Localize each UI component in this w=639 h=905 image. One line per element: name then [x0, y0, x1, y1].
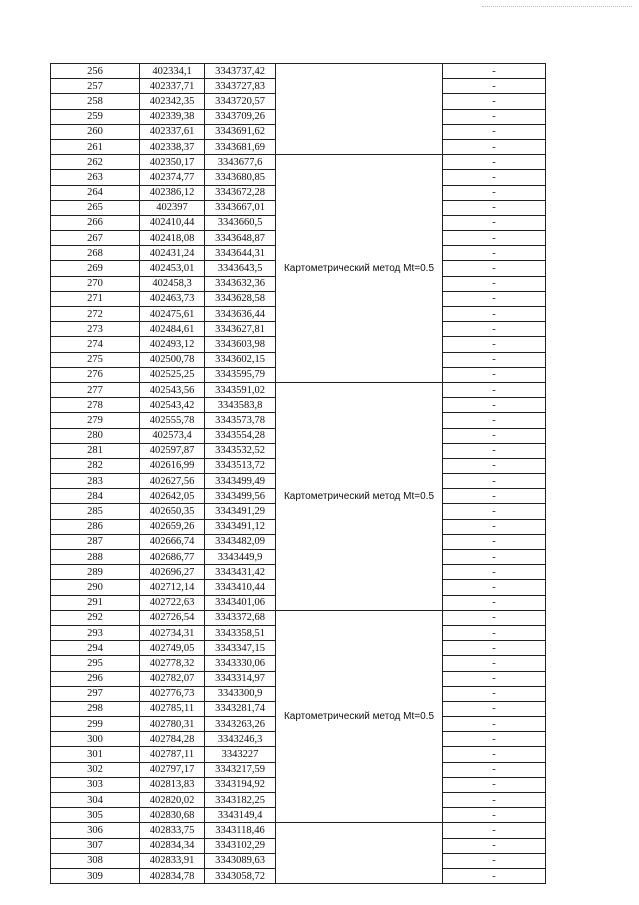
y-coordinate-cell: 3343372,68	[205, 610, 276, 625]
point-number-cell: 292	[51, 610, 140, 625]
note-cell: -	[443, 261, 546, 276]
note-cell: -	[443, 747, 546, 762]
point-number-cell: 261	[51, 139, 140, 154]
y-coordinate-cell: 3343691,62	[205, 124, 276, 139]
x-coordinate-cell: 402463,73	[140, 291, 205, 306]
note-cell: -	[443, 610, 546, 625]
y-coordinate-cell: 3343499,49	[205, 474, 276, 489]
note-cell: -	[443, 337, 546, 352]
note-cell: -	[443, 458, 546, 473]
x-coordinate-cell: 402820,02	[140, 793, 205, 808]
y-coordinate-cell: 3343709,26	[205, 109, 276, 124]
point-number-cell: 299	[51, 717, 140, 732]
x-coordinate-cell: 402543,42	[140, 398, 205, 413]
y-coordinate-cell: 3343058,72	[205, 868, 276, 883]
note-cell: -	[443, 231, 546, 246]
point-number-cell: 308	[51, 853, 140, 868]
point-number-cell: 260	[51, 124, 140, 139]
note-cell: -	[443, 215, 546, 230]
point-number-cell: 287	[51, 534, 140, 549]
note-cell: -	[443, 155, 546, 170]
point-number-cell: 277	[51, 382, 140, 397]
note-cell: -	[443, 382, 546, 397]
x-coordinate-cell: 402830,68	[140, 808, 205, 823]
note-cell: -	[443, 504, 546, 519]
point-number-cell: 296	[51, 671, 140, 686]
table-row	[51, 155, 546, 170]
y-coordinate-cell: 3343182,25	[205, 793, 276, 808]
y-coordinate-cell: 3343089,63	[205, 853, 276, 868]
y-coordinate-cell: 3343118,46	[205, 823, 276, 838]
note-cell: -	[443, 580, 546, 595]
x-coordinate-cell: 402573,4	[140, 428, 205, 443]
method-cell: Картометрический метод Mt=0.5	[276, 382, 443, 610]
y-coordinate-cell: 3343194,92	[205, 777, 276, 792]
y-coordinate-cell: 3343263,26	[205, 717, 276, 732]
note-cell: -	[443, 428, 546, 443]
y-coordinate-cell: 3343720,57	[205, 94, 276, 109]
note-cell: -	[443, 762, 546, 777]
note-cell: -	[443, 79, 546, 94]
method-cell: Картометрический метод Mt=0.5	[276, 155, 443, 383]
note-cell: -	[443, 793, 546, 808]
x-coordinate-cell: 402782,07	[140, 671, 205, 686]
point-number-cell: 282	[51, 458, 140, 473]
x-coordinate-cell: 402778,32	[140, 656, 205, 671]
table-row	[51, 610, 546, 625]
y-coordinate-cell: 3343667,01	[205, 200, 276, 215]
method-cell	[276, 64, 443, 155]
point-number-cell: 286	[51, 519, 140, 534]
y-coordinate-cell: 3343681,69	[205, 139, 276, 154]
y-coordinate-cell: 3343491,12	[205, 519, 276, 534]
point-number-cell: 274	[51, 337, 140, 352]
note-cell: -	[443, 124, 546, 139]
point-number-cell: 283	[51, 474, 140, 489]
x-coordinate-cell: 402453,01	[140, 261, 205, 276]
x-coordinate-cell: 402555,78	[140, 413, 205, 428]
method-cell: Картометрический метод Mt=0.5	[276, 610, 443, 823]
point-number-cell: 270	[51, 276, 140, 291]
note-cell: -	[443, 777, 546, 792]
y-coordinate-cell: 3343102,29	[205, 838, 276, 853]
note-cell: -	[443, 200, 546, 215]
note-cell: -	[443, 443, 546, 458]
point-number-cell: 302	[51, 762, 140, 777]
x-coordinate-cell: 402338,37	[140, 139, 205, 154]
point-number-cell: 281	[51, 443, 140, 458]
x-coordinate-cell: 402833,75	[140, 823, 205, 838]
x-coordinate-cell: 402659,26	[140, 519, 205, 534]
point-number-cell: 301	[51, 747, 140, 762]
point-number-cell: 295	[51, 656, 140, 671]
point-number-cell: 275	[51, 352, 140, 367]
point-number-cell: 305	[51, 808, 140, 823]
x-coordinate-cell: 402334,1	[140, 64, 205, 79]
x-coordinate-cell: 402686,77	[140, 550, 205, 565]
point-number-cell: 256	[51, 64, 140, 79]
y-coordinate-cell: 3343358,51	[205, 625, 276, 640]
y-coordinate-cell: 3343491,29	[205, 504, 276, 519]
y-coordinate-cell: 3343314,97	[205, 671, 276, 686]
note-cell: -	[443, 185, 546, 200]
x-coordinate-cell: 402834,34	[140, 838, 205, 853]
note-cell: -	[443, 276, 546, 291]
y-coordinate-cell: 3343591,02	[205, 382, 276, 397]
y-coordinate-cell: 3343554,28	[205, 428, 276, 443]
point-number-cell: 268	[51, 246, 140, 261]
note-cell: -	[443, 823, 546, 838]
point-number-cell: 285	[51, 504, 140, 519]
x-coordinate-cell: 402431,24	[140, 246, 205, 261]
y-coordinate-cell: 3343583,8	[205, 398, 276, 413]
point-number-cell: 264	[51, 185, 140, 200]
method-cell	[276, 823, 443, 884]
x-coordinate-cell: 402397	[140, 200, 205, 215]
note-cell: -	[443, 717, 546, 732]
x-coordinate-cell: 402475,61	[140, 307, 205, 322]
table-row	[51, 823, 546, 838]
x-coordinate-cell: 402410,44	[140, 215, 205, 230]
x-coordinate-cell: 402776,73	[140, 686, 205, 701]
coordinates-table	[50, 63, 546, 884]
point-number-cell: 279	[51, 413, 140, 428]
y-coordinate-cell: 3343602,15	[205, 352, 276, 367]
point-number-cell: 272	[51, 307, 140, 322]
y-coordinate-cell: 3343281,74	[205, 701, 276, 716]
point-number-cell: 290	[51, 580, 140, 595]
y-coordinate-cell: 3343300,9	[205, 686, 276, 701]
note-cell: -	[443, 868, 546, 883]
y-coordinate-cell: 3343595,79	[205, 367, 276, 382]
note-cell: -	[443, 170, 546, 185]
table-row	[51, 382, 546, 397]
x-coordinate-cell: 402616,99	[140, 458, 205, 473]
note-cell: -	[443, 519, 546, 534]
point-number-cell: 267	[51, 231, 140, 246]
y-coordinate-cell: 3343603,98	[205, 337, 276, 352]
note-cell: -	[443, 732, 546, 747]
point-number-cell: 266	[51, 215, 140, 230]
point-number-cell: 258	[51, 94, 140, 109]
y-coordinate-cell: 3343660,5	[205, 215, 276, 230]
y-coordinate-cell: 3343347,15	[205, 641, 276, 656]
point-number-cell: 303	[51, 777, 140, 792]
point-number-cell: 273	[51, 322, 140, 337]
x-coordinate-cell: 402350,17	[140, 155, 205, 170]
x-coordinate-cell: 402493,12	[140, 337, 205, 352]
point-number-cell: 271	[51, 291, 140, 306]
note-cell: -	[443, 625, 546, 640]
x-coordinate-cell: 402787,11	[140, 747, 205, 762]
x-coordinate-cell: 402339,38	[140, 109, 205, 124]
y-coordinate-cell: 3343217,59	[205, 762, 276, 777]
y-coordinate-cell: 3343573,78	[205, 413, 276, 428]
note-cell: -	[443, 656, 546, 671]
x-coordinate-cell: 402386,12	[140, 185, 205, 200]
point-number-cell: 294	[51, 641, 140, 656]
point-number-cell: 263	[51, 170, 140, 185]
x-coordinate-cell: 402722,63	[140, 595, 205, 610]
x-coordinate-cell: 402785,11	[140, 701, 205, 716]
note-cell: -	[443, 808, 546, 823]
note-cell: -	[443, 398, 546, 413]
y-coordinate-cell: 3343499,56	[205, 489, 276, 504]
note-cell: -	[443, 701, 546, 716]
x-coordinate-cell: 402337,61	[140, 124, 205, 139]
x-coordinate-cell: 402726,54	[140, 610, 205, 625]
y-coordinate-cell: 3343227	[205, 747, 276, 762]
point-number-cell: 278	[51, 398, 140, 413]
y-coordinate-cell: 3343677,6	[205, 155, 276, 170]
point-number-cell: 306	[51, 823, 140, 838]
x-coordinate-cell: 402337,71	[140, 79, 205, 94]
y-coordinate-cell: 3343680,85	[205, 170, 276, 185]
y-coordinate-cell: 3343149,4	[205, 808, 276, 823]
y-coordinate-cell: 3343246,3	[205, 732, 276, 747]
x-coordinate-cell: 402650,35	[140, 504, 205, 519]
point-number-cell: 288	[51, 550, 140, 565]
y-coordinate-cell: 3343648,87	[205, 231, 276, 246]
y-coordinate-cell: 3343410,44	[205, 580, 276, 595]
y-coordinate-cell: 3343513,72	[205, 458, 276, 473]
x-coordinate-cell: 402500,78	[140, 352, 205, 367]
y-coordinate-cell: 3343449,9	[205, 550, 276, 565]
point-number-cell: 269	[51, 261, 140, 276]
note-cell: -	[443, 671, 546, 686]
x-coordinate-cell: 402374,77	[140, 170, 205, 185]
scan-artifact	[482, 6, 632, 9]
point-number-cell: 298	[51, 701, 140, 716]
x-coordinate-cell: 402642,05	[140, 489, 205, 504]
note-cell: -	[443, 595, 546, 610]
x-coordinate-cell: 402458,3	[140, 276, 205, 291]
point-number-cell: 293	[51, 625, 140, 640]
x-coordinate-cell: 402597,87	[140, 443, 205, 458]
y-coordinate-cell: 3343727,83	[205, 79, 276, 94]
x-coordinate-cell: 402342,35	[140, 94, 205, 109]
note-cell: -	[443, 489, 546, 504]
x-coordinate-cell: 402734,31	[140, 625, 205, 640]
y-coordinate-cell: 3343627,81	[205, 322, 276, 337]
note-cell: -	[443, 139, 546, 154]
point-number-cell: 280	[51, 428, 140, 443]
point-number-cell: 262	[51, 155, 140, 170]
note-cell: -	[443, 64, 546, 79]
note-cell: -	[443, 838, 546, 853]
note-cell: -	[443, 474, 546, 489]
x-coordinate-cell: 402784,28	[140, 732, 205, 747]
point-number-cell: 259	[51, 109, 140, 124]
x-coordinate-cell: 402418,08	[140, 231, 205, 246]
point-number-cell: 304	[51, 793, 140, 808]
x-coordinate-cell: 402749,05	[140, 641, 205, 656]
x-coordinate-cell: 402696,27	[140, 565, 205, 580]
point-number-cell: 309	[51, 868, 140, 883]
y-coordinate-cell: 3343482,09	[205, 534, 276, 549]
point-number-cell: 265	[51, 200, 140, 215]
note-cell: -	[443, 686, 546, 701]
x-coordinate-cell: 402712,14	[140, 580, 205, 595]
y-coordinate-cell: 3343737,42	[205, 64, 276, 79]
point-number-cell: 300	[51, 732, 140, 747]
y-coordinate-cell: 3343401,06	[205, 595, 276, 610]
point-number-cell: 257	[51, 79, 140, 94]
y-coordinate-cell: 3343636,44	[205, 307, 276, 322]
x-coordinate-cell: 402627,56	[140, 474, 205, 489]
note-cell: -	[443, 352, 546, 367]
point-number-cell: 297	[51, 686, 140, 701]
y-coordinate-cell: 3343628,58	[205, 291, 276, 306]
y-coordinate-cell: 3343672,28	[205, 185, 276, 200]
note-cell: -	[443, 550, 546, 565]
note-cell: -	[443, 853, 546, 868]
point-number-cell: 276	[51, 367, 140, 382]
x-coordinate-cell: 402666,74	[140, 534, 205, 549]
note-cell: -	[443, 413, 546, 428]
x-coordinate-cell: 402780,31	[140, 717, 205, 732]
point-number-cell: 291	[51, 595, 140, 610]
y-coordinate-cell: 3343431,42	[205, 565, 276, 580]
y-coordinate-cell: 3343643,5	[205, 261, 276, 276]
x-coordinate-cell: 402833,91	[140, 853, 205, 868]
x-coordinate-cell: 402797,17	[140, 762, 205, 777]
note-cell: -	[443, 246, 546, 261]
note-cell: -	[443, 641, 546, 656]
point-number-cell: 284	[51, 489, 140, 504]
note-cell: -	[443, 565, 546, 580]
note-cell: -	[443, 367, 546, 382]
point-number-cell: 307	[51, 838, 140, 853]
y-coordinate-cell: 3343532,52	[205, 443, 276, 458]
note-cell: -	[443, 291, 546, 306]
x-coordinate-cell: 402813,83	[140, 777, 205, 792]
y-coordinate-cell: 3343632,36	[205, 276, 276, 291]
y-coordinate-cell: 3343330,06	[205, 656, 276, 671]
note-cell: -	[443, 109, 546, 124]
x-coordinate-cell: 402834,78	[140, 868, 205, 883]
note-cell: -	[443, 534, 546, 549]
y-coordinate-cell: 3343644,31	[205, 246, 276, 261]
table-row	[51, 64, 546, 79]
note-cell: -	[443, 94, 546, 109]
x-coordinate-cell: 402525,25	[140, 367, 205, 382]
note-cell: -	[443, 307, 546, 322]
x-coordinate-cell: 402543,56	[140, 382, 205, 397]
x-coordinate-cell: 402484,61	[140, 322, 205, 337]
point-number-cell: 289	[51, 565, 140, 580]
note-cell: -	[443, 322, 546, 337]
